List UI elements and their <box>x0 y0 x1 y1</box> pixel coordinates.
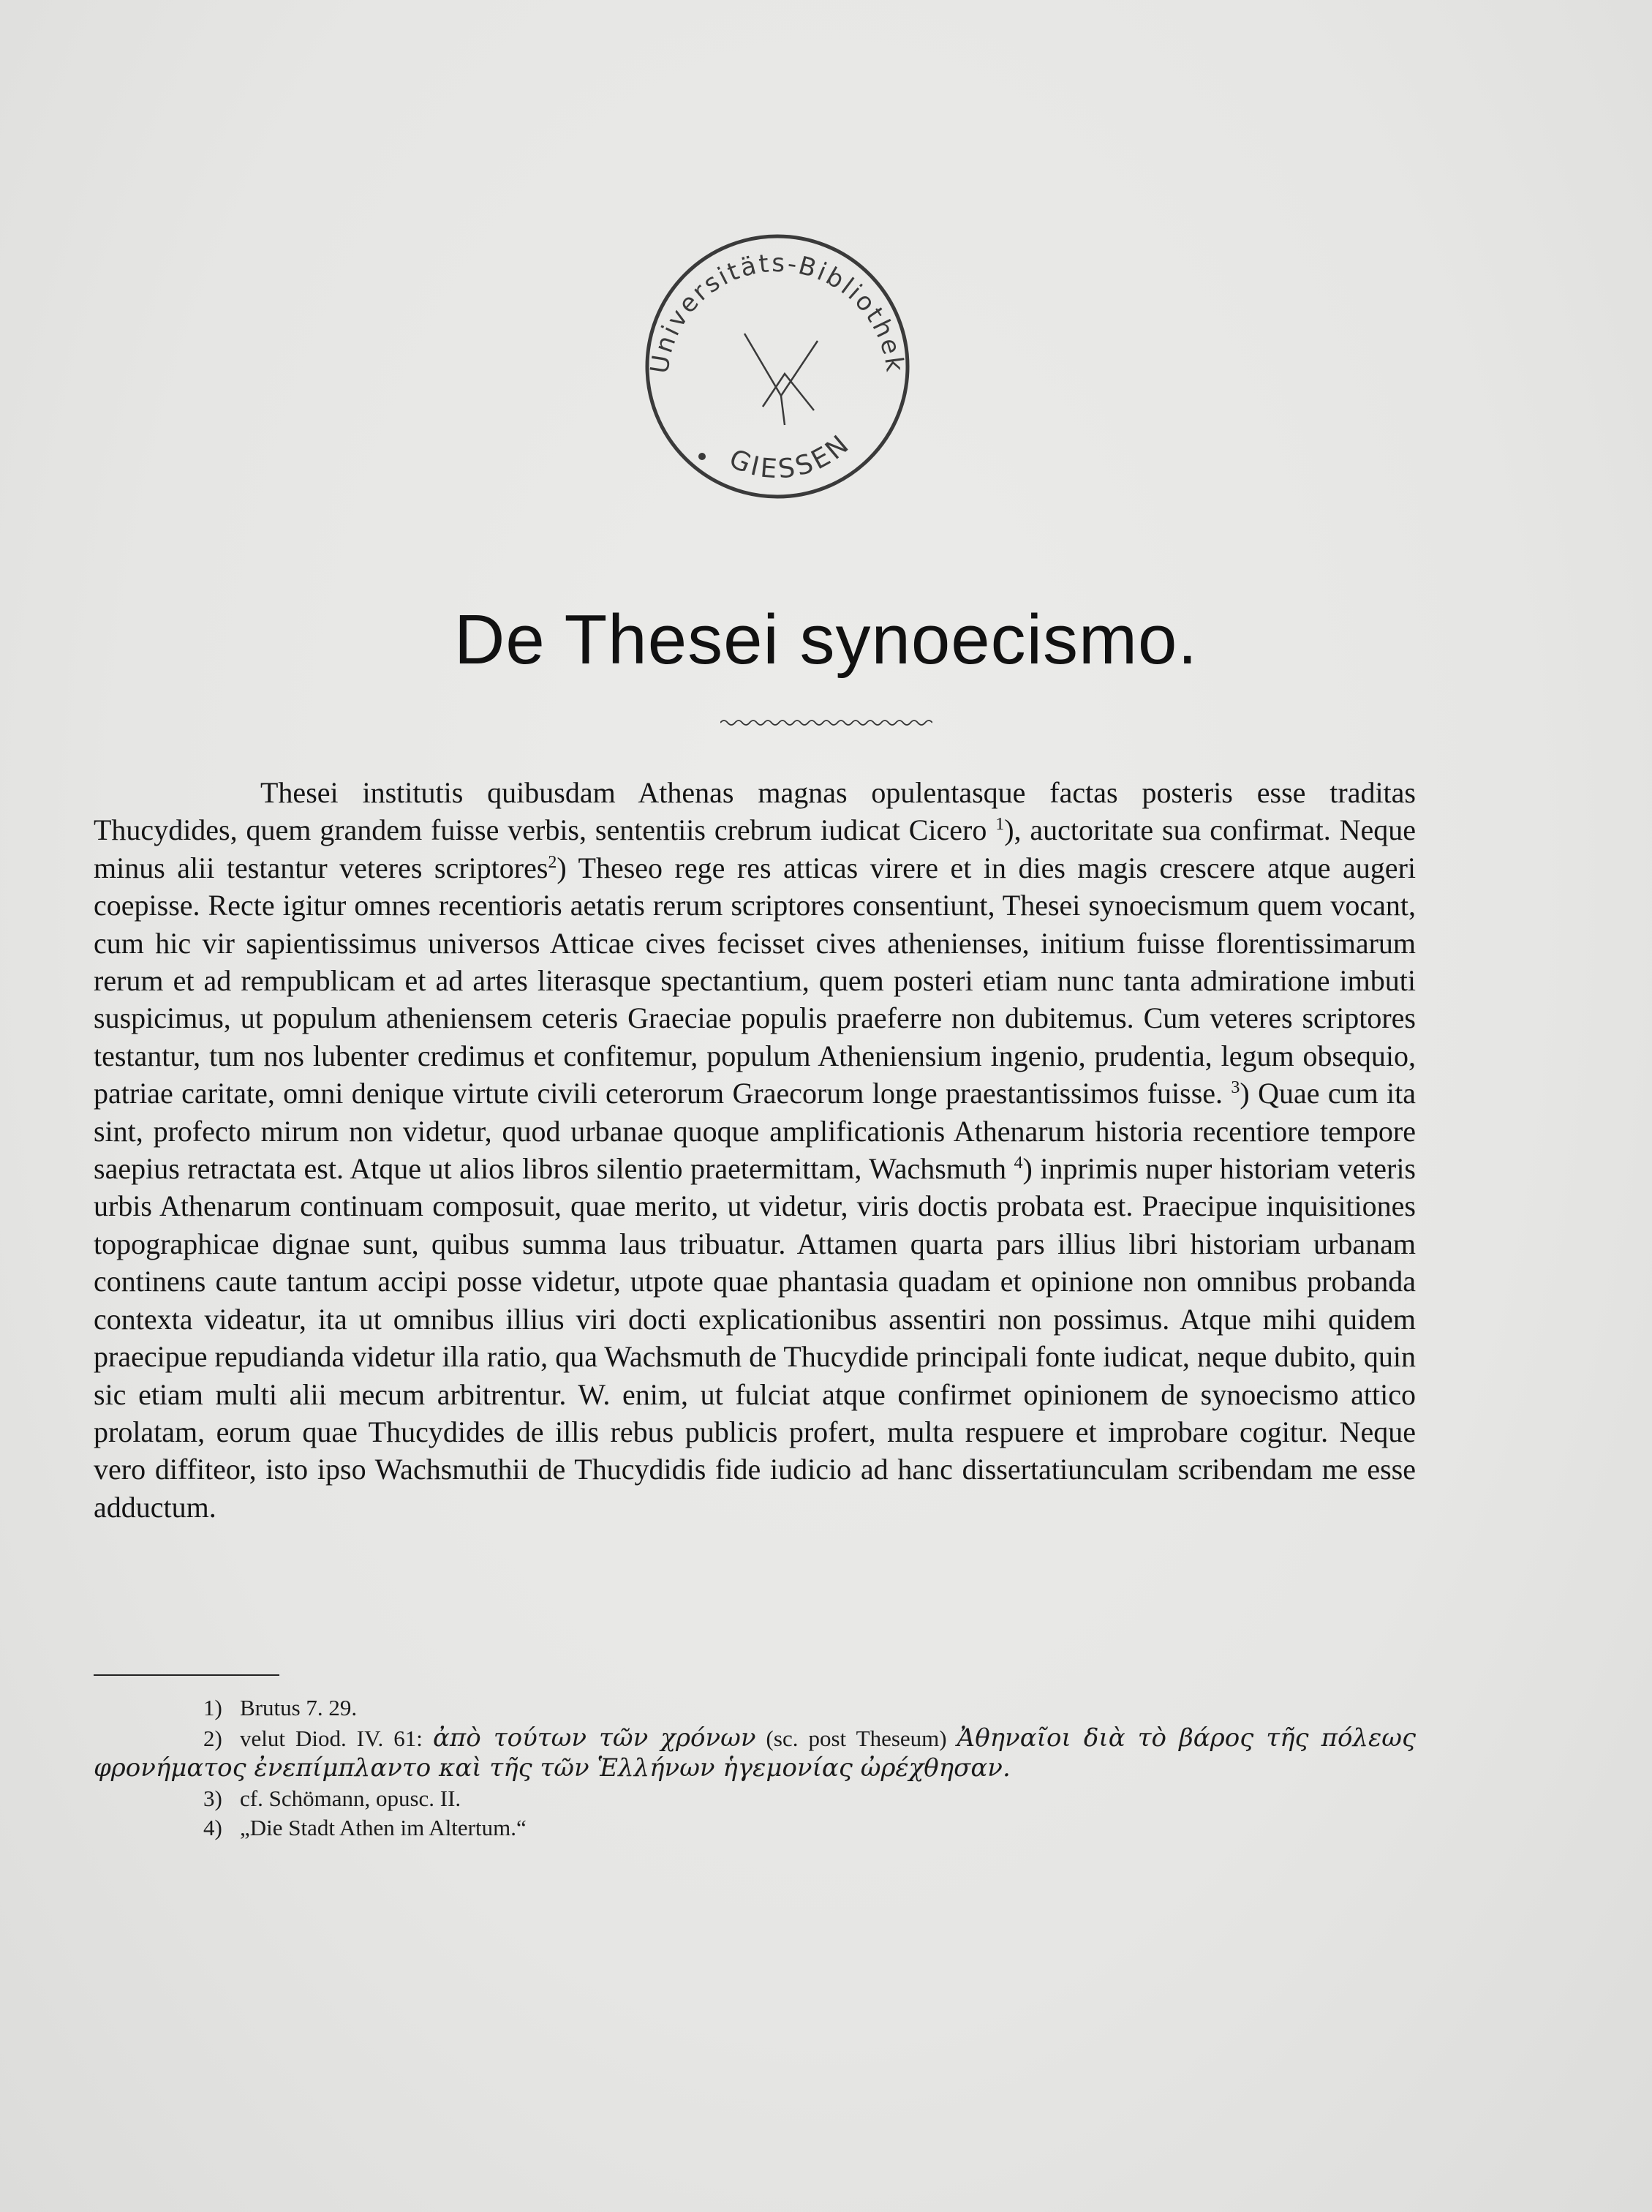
footnote-text: (sc. post Theseum) <box>755 1725 957 1751</box>
page-title: De Thesei synoecismo. <box>454 601 1198 679</box>
footnote-text: Brutus 7. 29. <box>240 1695 358 1720</box>
footnote-text: velut Diod. IV. 61: <box>240 1725 433 1751</box>
footnote-item <box>94 1784 1416 1814</box>
footnote-separator <box>94 1674 279 1676</box>
footnote-number: 2) <box>203 1725 222 1751</box>
body-text-segment: ) Quae cum ita sint, profecto mirum non videtur, quod urbanae quoque amplificationis Athenarum historia recentiore tempore saepius retractata est. Atque ut alios libros silentio praetermittam, Wachsmuth <box>94 1077 1417 1186</box>
footnote-text: cf. Schömann, opusc. II. <box>240 1785 461 1811</box>
library-stamp <box>635 224 920 509</box>
footnote-ref: 4 <box>1014 1154 1023 1173</box>
footnote-number: 1) <box>203 1695 222 1720</box>
footnote-number: 3) <box>203 1785 222 1811</box>
stamp-emblem-icon <box>744 334 818 425</box>
body-text-segment: ) Theseo rege res atticas virere et in dies magis crescere atque augeri coepisse. Recte igitur omnes recentioris aetatis rerum scriptores consentiunt, Thesei synoecismum quem vocant, cum hic vir sapientissimus universos Atticae cives fecisset cives athenienses, initium fuisse florentissimarum rerum et ad rempublicam et ad artes literasque spectantium, quem posteri etiam nunc tanta admiratione imbuti suspicimus, ut populum atheniensem ceteris Graeciae populis praeferre non dubitemus. Cum veteres scriptores testantur, tum nos lubenter credimus et confitemur, populum Atheniensium ingenio, prudentia, legum obsequio, patriae caritate, omni denique virtute civili ceterorum Graecorum longe praestantissimos fuisse. <box>94 851 1416 1110</box>
body-paragraph <box>94 774 1416 1526</box>
footnote-number: 4) <box>203 1815 222 1840</box>
footnote-text: „Die Stadt Athen im Altertum.“ <box>240 1815 527 1840</box>
footnotes <box>94 1693 1416 1843</box>
footnote-greek-text: Ἀθηναῖοι διὰ τὸ βάρος τῆς πόλεως φρονήματος ἐνεπίμπλαντο καὶ τῆς τῶν Ἑλλήνων ἡγεμονίας ὠρέχθησαν. <box>94 1723 1417 1783</box>
footnote-greek-text: ἀπὸ τούτων τῶν χρόνων <box>432 1723 756 1753</box>
stamp-bottom-text: GIESSEN <box>725 428 857 485</box>
footnote-item <box>94 1723 1416 1784</box>
body-text-segment: ), auctoritate sua confirmat. Neque minus alii testantur veteres scriptores <box>94 813 1417 884</box>
footnote-ref: 3 <box>1231 1078 1240 1098</box>
footnote-item <box>94 1813 1416 1843</box>
footnote-ref: 2 <box>548 852 557 872</box>
body-text-segment: Thesei institutis quibusdam Athenas magnas opulentasque factas posteris esse traditas Thucydides, quem grandem fuisse verbis, sententiis crebrum iudicat Cicero <box>94 776 1416 847</box>
footnote-ref: 1 <box>995 815 1005 835</box>
body-text-segment: ) inprimis nuper historiam veteris urbis Athenarum continuam composuit, quae merito, ut videtur, viris doctis probata est. Praecipue inquisitiones topographicae dignae sunt, quibus summa laus tribuatur. Attamen quarta pars illius libri historiam urbanam continens caute tantum accipi posse videtur, utpote quae phantasia quadam et opinione non omnibus probanda contexta videatur, ita ut omnibus illius viri docti explicationibus assentiri non possimus. Atque mihi quidem praecipue repudianda videtur illa ratio, qua Wachsmuth de Thucydide principali fonte iudicat, neque dubito, quin sic etiam multi alii mecum arbitrentur. W. enim, ut fulciat atque confirmet opinionem de synoecismo attico prolatam, eorum quae Thucydides de illis rebus publicis profert, multa respuere et improbare cogitur. Neque vero diffiteor, isto ipso Wachsmuthii de Thucydidis fide iudicio ad hanc dissertatiunculam scribendam me esse adductum. <box>94 1152 1416 1524</box>
stamp-dot-icon <box>698 453 706 460</box>
ornament-divider <box>720 717 932 729</box>
stamp-top-text: Universitäts-Bibliothek <box>644 248 910 376</box>
footnote-item <box>94 1693 1416 1723</box>
